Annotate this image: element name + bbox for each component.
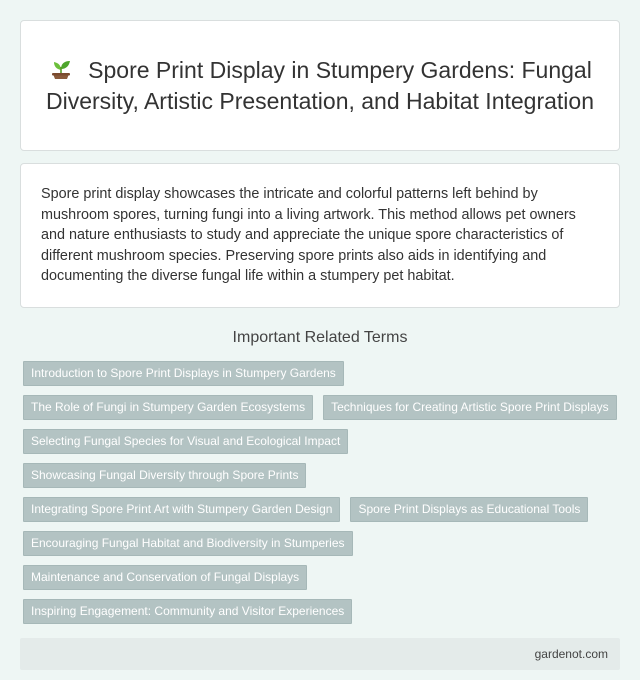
footer-site-link[interactable]: gardenot.com [534, 646, 608, 661]
term-tag[interactable]: The Role of Fungi in Stumpery Garden Ecosystems [23, 395, 313, 420]
term-tag[interactable]: Integrating Spore Print Art with Stumpery Garden Design [23, 497, 340, 522]
footer [20, 638, 620, 670]
page-title-text: Spore Print Display in Stumpery Gardens: Fungal Diversity, Artistic Presentation, and Habitat Integration [45, 56, 594, 114]
title-card [20, 20, 620, 151]
page-title [41, 55, 599, 117]
summary-text: Spore print display showcases the intricate and colorful patterns left behind by mushroom spores, turning fungi into a living artwork. This method allows pet owners and nature enthusiasts to study and appreciate the unique spore characteristics of different mushroom species. Preserving spore prints also aids in identifying and documenting the diverse fungal life within a stumpery pet habitat. [41, 186, 576, 284]
term-tag[interactable]: Techniques for Creating Artistic Spore Print Displays [323, 395, 616, 420]
summary-card [20, 163, 620, 308]
term-tag[interactable]: Inspiring Engagement: Community and Visitor Experiences [23, 599, 352, 624]
terms-heading: Important Related Terms [232, 328, 408, 346]
term-tag[interactable]: Encouraging Fungal Habitat and Biodiversity in Stumperies [23, 531, 353, 556]
term-tag[interactable]: Showcasing Fungal Diversity through Spore Prints [23, 463, 306, 488]
sprout-icon [48, 58, 74, 80]
term-tag[interactable]: Introduction to Spore Print Displays in Stumpery Gardens [23, 361, 344, 386]
term-tag[interactable]: Spore Print Displays as Educational Tools [350, 497, 588, 522]
term-tag[interactable]: Selecting Fungal Species for Visual and Ecological Impact [23, 429, 348, 454]
term-tag[interactable]: Maintenance and Conservation of Fungal Displays [23, 565, 307, 590]
terms-list [20, 361, 620, 624]
